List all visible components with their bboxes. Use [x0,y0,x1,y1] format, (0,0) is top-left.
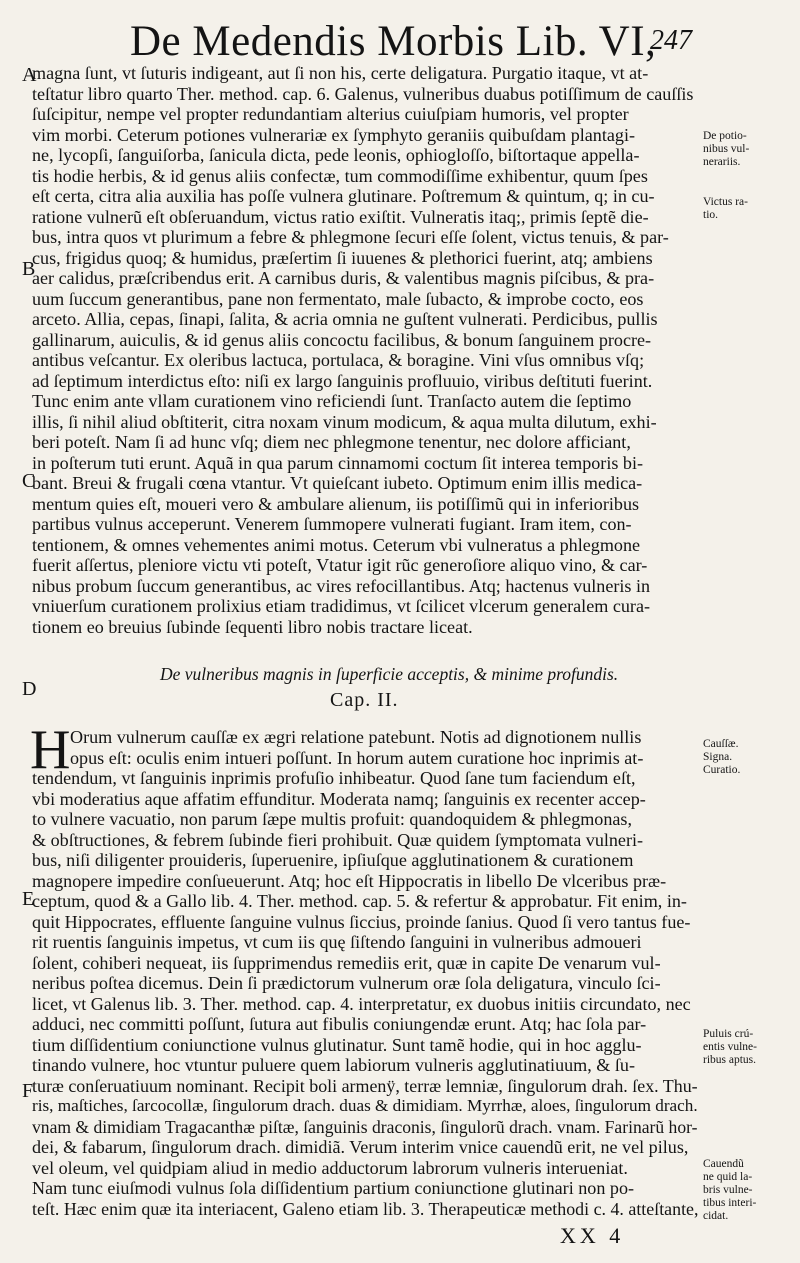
text-line: tendendum, vt ſanguinis inprimis profuſio inhibeatur. Quod ſane tum faciendum eſt, [32,768,636,788]
text-line: vniuerſum curationem prolixius etiam tradidimus, vt ſcilicet vlcerum generalem cura- [32,596,650,616]
text-line: teſtatur libro quarto Ther. method. cap. 6. Galenus, vulneribus duabus potiſſimum de cauſſis [32,83,694,104]
text-line: tentionem, & omnes vehementes animi motus. Ceterum vbi vulneratus a phlegmone [32,534,641,555]
text-line: ad ſeptimum interdictus eſto: niſi ex largo ſanguinis profluuio, viribus deſtituti fuerint. [32,370,653,391]
text-line: in poſterum tuti erunt. Aquã in qua parum cinnamomi coctum ſit interea temporis bi- [32,452,644,473]
text-line: opus eſt: oculis enim intueri poſſunt. In horum autem curatione hoc inprimis at- [70,747,644,768]
body-text-part-1 [32,63,698,637]
text-line: ſuſcipitur, nempe vel propter redundantiam alterius cuiuſpiam humoris, vel propter [32,104,629,124]
text-line: tinando vulnere, hoc vtuntur puluere quem labiorum vulneris agglutinatiuum, & ſu- [32,1055,635,1075]
text-line: ne, lycopſi, ſanguiſorba, ſanicula dicta, pede leonis, ophiogloſſo, biſtortaque appella- [32,145,640,165]
margin-letter-e: E [22,888,35,910]
text-line: antibus veſcantur. Ex oleribus lactuca, portulaca, & boragine. Vini vſus omnibus vſq; [32,350,645,370]
text-line: tionem eo breuius ſubinde ſequenti libro nobis tractare liceat. [32,616,473,637]
text-line: gallinarum, auiculis, & id genus aliis concoctu facilibus, & bonum ſanguinem procre- [32,329,652,350]
text-line: tis hodie herbis, & id genus aliis confectæ, tum commodiſſime exhibentur, quum ſpes [32,165,648,186]
margin-letter-a: A [22,64,37,86]
text-line: partibus vulnus acceperunt. Venerem ſummopere vulnerati fugiant. Iram item, con- [32,514,632,534]
text-line: dei, & fabarum, ſingulorum drach. dimidiã. Verum interim vnice cauendũ erit, ne vel pilus, [32,1137,689,1157]
section-heading: De vulneribus magnis in ſuperficie acceptis, & minime profundis. [160,664,619,684]
text-line: Orum vulnerum cauſſæ ex ægri relatione patebunt. Notis ad dignotionem nullis [70,727,642,747]
margin-letter-b: B [22,258,36,280]
text-line: ratione vulnerũ eſt obſeruandum, victus ratio exiſtit. Vulneratis itaq;, primis ſeptẽ die- [32,206,649,227]
chapter-heading: Cap. II. [330,689,399,711]
text-line: quit Hippocrates, effluente ſanguine vulnus ſiccius, proinde ſanius. Quod ſi vero tantus fue- [32,911,691,932]
text-line: neribus poſtea dicemus. Dein ſi prædictorum vulnerum oræ ſola deligatura, vinculo ſci- [32,973,661,993]
text-line: uum ſuccum generantibus, pane non fermentato, male ſubacto, & improbe cocto, eos [32,288,644,309]
page-number: 247 [650,25,692,56]
text-line: rit ruentis ſanguinis impetus, vt cum iis quę ſiſtendo ſanguini in vulneribus admoueri [32,932,642,952]
text-line: beri poteſt. Nam ſi ad hunc vſq; diem nec phlegmone tenentur, nec dolore afficiant, [32,432,631,452]
text-line: Nam tunc eiuſmodi vulnus ſola diſſidentium partium coniunctione glutinari non po- [32,1178,635,1198]
text-line: bus, intra quos vt plurimum a febre & phlegmone ſecuri eſſe ſolent, victus tenuis, & par- [32,227,669,247]
running-head [0,14,800,70]
text-line: vnam & dimidiam Tragacanthæ piſtæ, ſanguinis draconis, ſingulorũ drach. vnam. Farinarũ hor- [32,1116,698,1137]
text-line: vim morbi. Ceterum potiones vulnerariæ ex ſymphyto geraniis quibuſdam plantagi- [32,124,636,145]
body-text-part-2 [32,727,698,1219]
text-line: aer calidus, præſcribendus erit. A carnibus duris, & valentibus magnis piſcibus, & pra- [32,268,655,288]
text-line: Tunc enim ante vllam curationem vino reficiendi ſunt. Tranſacto autem die ſeptimo [32,391,632,411]
text-line: ceptum, quod & a Gallo lib. 4. Ther. method. cap. 5. & refertur & approbatur. Fit enim, in- [32,891,687,911]
text-line: & obſtructiones, & febrem ſubinde fieri prohibuit. Quæ quidem ſymptomata vulneri- [32,829,644,850]
text-line: magna ſunt, vt ſuturis indigeant, aut ſi non his, certe deligatura. Purgatio itaque, vt at- [32,63,649,83]
text-line: turæ conſeruatiuum nominant. Recipit boli armenÿ, terræ lemniæ, ſingulorum drah. ſex. Thu- [32,1075,698,1096]
text-line: bant. Breui & frugali cœna vtantur. Vt quieſcant iubeto. Optimum enim illis medica- [32,473,643,493]
text-line: to vulnere vacuatio, non parum ſæpe multis profuit: quandoquidem & phlegmonas, [32,809,633,829]
text-line: mentum quies eſt, moueri vero & ambulare alienum, iis potiſſimũ qui in inferioribus [32,493,640,514]
side-note-causes: Cauſſæ. Signa. Curatio. [703,738,741,776]
text-line: teſt. Hæc enim quæ ita interiacent, Galeno etiam lib. 3. Therapeuticæ methodi c. 4. atteſtante, [32,1198,698,1219]
text-line: nibus probum ſuccum generantibus, ac vires refocillantibus. Atq; hactenus vulneris in [32,575,651,596]
text-line: fuerit aſſertus, pleniore victu vti poteſt, Vtatur igit rũc generoſiore aliquo vino, & car- [32,555,648,575]
text-line: vel oleum, vel quidpiam aliud in medio adductorum labrorum vulneris interueniat. [32,1157,628,1178]
text-line: adduci, nec committi poſſunt, ſutura aut fibulis coniungendæ erunt. Atq; hac ſola par- [32,1014,647,1034]
margin-letter-c: C [22,470,36,492]
margin-letter-d: D [22,678,37,700]
text-line: cus, frigidus quoq; & humidus, præſertim ſi iuuenes & plethorici fuerint, atq; ambiens [32,247,653,268]
text-line: illis, ſi nihil aliud obſtiterit, citra noxam vinum modicum, & aqua multa dilutum, exhi- [32,411,657,432]
text-line: bus, niſi diligenter prouideris, ſuperuenire, ipſiuſque agglutinationem & curationem [32,850,634,870]
page-title: De Medendis Morbis Lib. VI, [130,18,657,65]
text-line: ſolent, cohiberi nequeat, iis ſupprimendus remediis erit, quæ in capite De venarum vul- [32,952,661,973]
side-note-potions: De potio- nibus vul- nerariis. [703,130,750,168]
text-line: licet, vt Galenus lib. 3. Ther. method. cap. 4. interpretatur, ex duobus initiis circundato, nec [32,993,691,1014]
side-note-caution: Cauendũ ne quid la- bris vulne- tibus interi- cidat. [703,1158,757,1222]
drop-cap: H [30,719,71,781]
side-note-diet: Victus ra- tio. [703,196,748,221]
text-line: eſt certa, citra alia auxilia has poſſe vulnera glutinare. Poſtremum & quintum, q; in cu- [32,186,655,206]
margin-letter-f: F [22,1080,34,1102]
text-line: ris, maſtiches, ſarcocollæ, ſingulorum drach. duas & dimidiam. Myrrhæ, aloes, ſingulorum drach. [32,1096,698,1115]
text-line: arceto. Allia, cepas, ſinapi, ſalita, & acria omnia ne guſtent vulnerati. Perdicibus, pullis [32,309,658,329]
text-line: vbi moderatius aque affatim effunditur. Moderata namq; ſanguinis ex recenter accep- [32,788,646,809]
signature-mark: XX 4 [560,1223,625,1248]
side-note-powder: Puluis crú- entis vulne- ribus aptus. [703,1028,757,1066]
text-line: magnopere impedire conſueuerunt. Atq; hoc eſt Hippocratis in libello De vlceribus præ- [32,870,667,891]
text-line: tium diſſidentium coniunctione vulnus glutinatur. Sunt tamẽ hodie, qui in hoc agglu- [32,1034,642,1055]
